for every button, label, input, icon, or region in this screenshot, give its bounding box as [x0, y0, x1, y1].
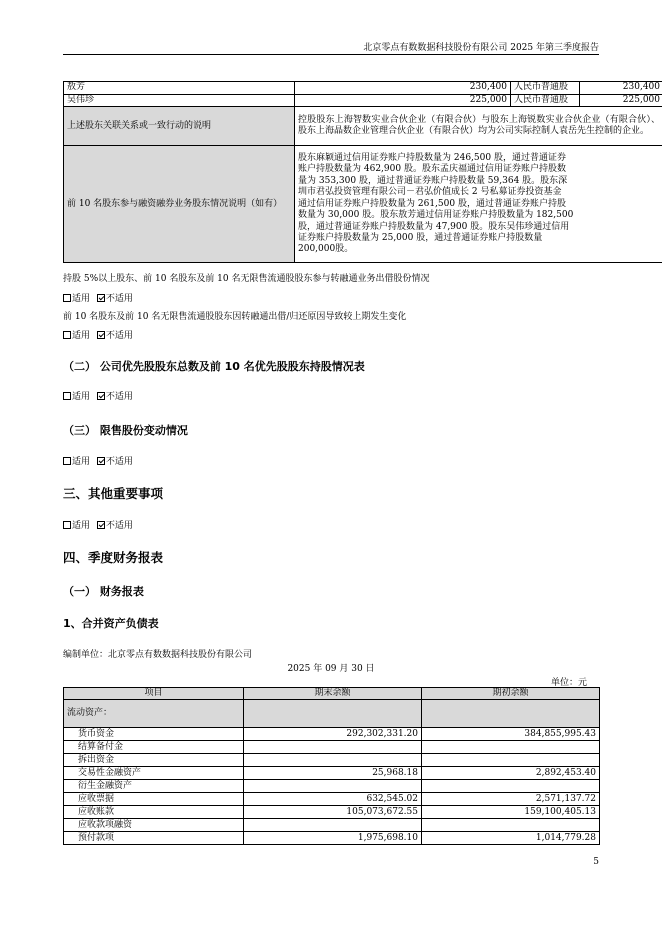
- table-row: [64, 780, 600, 793]
- empty-cell: [422, 700, 600, 728]
- share-amount: 230,400: [580, 82, 662, 95]
- item-label: 应收票据: [64, 793, 244, 806]
- table-row: [64, 728, 600, 741]
- margin-line: 200,000股。: [298, 244, 354, 255]
- end-balance: [244, 741, 422, 754]
- checkbox-label: 适用: [72, 457, 91, 467]
- end-balance: 632,545.02: [244, 793, 422, 806]
- related-label: 上述股东关联关系或一致行动的说明: [64, 107, 295, 146]
- table-row: [64, 806, 600, 819]
- section-heading: （一） 财务报表: [63, 585, 144, 598]
- checkbox-label: 适用: [72, 294, 91, 304]
- checkbox-not-applicable[interactable]: [97, 294, 105, 302]
- margin-line: 圳市君弘投资管理有限公司－君弘价值成长 2 号私募证券投资基金: [298, 187, 562, 198]
- table-row: [64, 819, 600, 832]
- checkbox-applicable[interactable]: [63, 521, 71, 529]
- page-number: 5: [593, 857, 599, 867]
- item-label: 衍生金融资产: [64, 780, 244, 793]
- begin-balance: 1,014,779.28: [422, 832, 600, 845]
- checkbox-applicable[interactable]: [63, 392, 71, 400]
- balance-sheet-table: [63, 687, 600, 845]
- item-label: 拆出资金: [64, 754, 244, 767]
- checkbox-applicable[interactable]: [63, 294, 71, 302]
- table-row: [64, 107, 662, 146]
- para-securities-lending: 持股 5%以上股东、前 10 名股东及前 10 名无限售流通股股东参与转融通业务出借股份情况: [63, 274, 430, 284]
- begin-balance: 2,892,453.40: [422, 767, 600, 780]
- table-row: [64, 741, 600, 754]
- checkbox-not-applicable[interactable]: [97, 457, 105, 465]
- para-lending-change: 前 10 名股东及前 10 名无限售流通股股东因转融通出借/归还原因导致较上期发生变化: [63, 312, 407, 322]
- empty-cell: [244, 700, 422, 728]
- table-row: [64, 82, 662, 95]
- end-balance: 1,975,698.10: [244, 832, 422, 845]
- end-balance: 25,968.18: [244, 767, 422, 780]
- section-heading: （三） 限售股份变动情况: [63, 424, 188, 437]
- shareholder-table: [63, 81, 662, 263]
- section-heading: 1、合并资产负债表: [63, 617, 159, 630]
- applicability-checkboxes: [63, 291, 133, 304]
- related-text: 控股股东上海智数实业合伙企业（有限合伙）与股东上海锐数实业合伙企业（有限合伙）、股东上海晶数企业管理合伙企业（有限合伙）均为公司实际控制人袁岳先生控制的企业。: [295, 107, 662, 146]
- shareholder-name: 敖芳: [64, 82, 295, 95]
- begin-balance: [422, 819, 600, 832]
- end-balance: 105,073,672.55: [244, 806, 422, 819]
- margin-line: 证券账户持股数量为 25,000 股，通过普通证券账户持股数量: [298, 232, 543, 243]
- checkbox-label: 适用: [72, 392, 91, 402]
- shareholder-count: 225,000: [295, 95, 511, 107]
- applicability-checkboxes: [63, 518, 133, 531]
- checkbox-label: 适用: [72, 331, 91, 341]
- begin-balance: 2,571,137.72: [422, 793, 600, 806]
- item-label: 应收账款: [64, 806, 244, 819]
- checkbox-label: 不适用: [105, 331, 133, 341]
- begin-balance: 159,100,405.13: [422, 806, 600, 819]
- report-date: 2025 年 09 月 30 日: [287, 664, 375, 674]
- begin-balance: [422, 741, 600, 754]
- checkbox-label: 不适用: [105, 457, 133, 467]
- category-label: 流动资产：: [64, 700, 244, 728]
- end-balance: [244, 754, 422, 767]
- header-title: 北京零点有数数据科技股份有限公司 2025 年第三季度报告: [363, 43, 599, 53]
- checkbox-applicable[interactable]: [63, 331, 71, 339]
- share-amount: 225,000: [580, 95, 662, 107]
- unit-label: 单位：元: [550, 678, 587, 688]
- table-row: [64, 95, 662, 107]
- page-header: [63, 40, 599, 55]
- applicability-checkboxes: [63, 454, 133, 467]
- end-balance: [244, 780, 422, 793]
- shareholder-name: 吴伟珍: [64, 95, 295, 107]
- checkbox-not-applicable[interactable]: [97, 331, 105, 339]
- checkbox-label: 不适用: [105, 294, 133, 304]
- checkbox-label: 适用: [72, 521, 91, 531]
- checkbox-not-applicable[interactable]: [97, 392, 105, 400]
- applicability-checkboxes: [63, 389, 133, 402]
- share-type: 人民币普通股: [511, 82, 580, 95]
- item-label: 预付款项: [64, 832, 244, 845]
- margin-text: [295, 146, 662, 263]
- begin-balance: 384,855,995.43: [422, 728, 600, 741]
- margin-line: 股，通过普通证券账户持股数量为 47,900 股。股东吴伟珍通过信用: [298, 221, 570, 232]
- share-type: 人民币普通股: [511, 95, 580, 107]
- column-header: 期初余额: [422, 688, 600, 700]
- column-header: 期末余额: [244, 688, 422, 700]
- item-label: 交易性金融资产: [64, 767, 244, 780]
- checkbox-applicable[interactable]: [63, 457, 71, 465]
- table-row: [64, 767, 600, 780]
- table-row: [64, 146, 662, 263]
- margin-label: 前 10 名股东参与融资融券业务股东情况说明（如有）: [64, 146, 295, 263]
- end-balance: [244, 819, 422, 832]
- checkbox-label: 不适用: [105, 521, 133, 531]
- table-row: [64, 793, 600, 806]
- table-row: [64, 754, 600, 767]
- compiler: 编制单位：北京零点有数数据科技股份有限公司: [63, 650, 253, 660]
- item-label: 应收款项融资: [64, 819, 244, 832]
- checkbox-not-applicable[interactable]: [97, 521, 105, 529]
- margin-line: 账户持股数量为 462,900 股。股东孟庆福通过信用证券账户持股数: [298, 164, 566, 175]
- section-heading: （二） 公司优先股股东总数及前 10 名优先股股东持股情况表: [63, 360, 365, 373]
- table-row: [64, 700, 600, 728]
- applicability-checkboxes: [63, 328, 133, 341]
- end-balance: 292,302,331.20: [244, 728, 422, 741]
- checkbox-label: 不适用: [105, 392, 133, 402]
- column-header: 项目: [64, 688, 244, 700]
- shareholder-count: 230,400: [295, 82, 511, 95]
- section-heading: 四、季度财务报表: [63, 550, 164, 565]
- begin-balance: [422, 780, 600, 793]
- section-heading: 三、其他重要事项: [63, 486, 164, 501]
- margin-line: 数量为 30,000 股。股东敖芳通过信用证券账户持股数量为 182,500: [298, 210, 574, 221]
- item-label: 货币资金: [64, 728, 244, 741]
- margin-line: 通过信用证券账户持股数量为 261,500 股，通过普通证券账户持股: [298, 198, 566, 209]
- margin-line: 量为 353,300 股，通过普通证券账户持股数量 59,364 股。股东深: [298, 175, 568, 186]
- margin-line: 股东麻颖通过信用证券账户持股数量为 246,500 股，通过普通证券: [298, 153, 566, 164]
- begin-balance: [422, 754, 600, 767]
- item-label: 结算备付金: [64, 741, 244, 754]
- table-row: [64, 832, 600, 845]
- table-header-row: [64, 688, 600, 700]
